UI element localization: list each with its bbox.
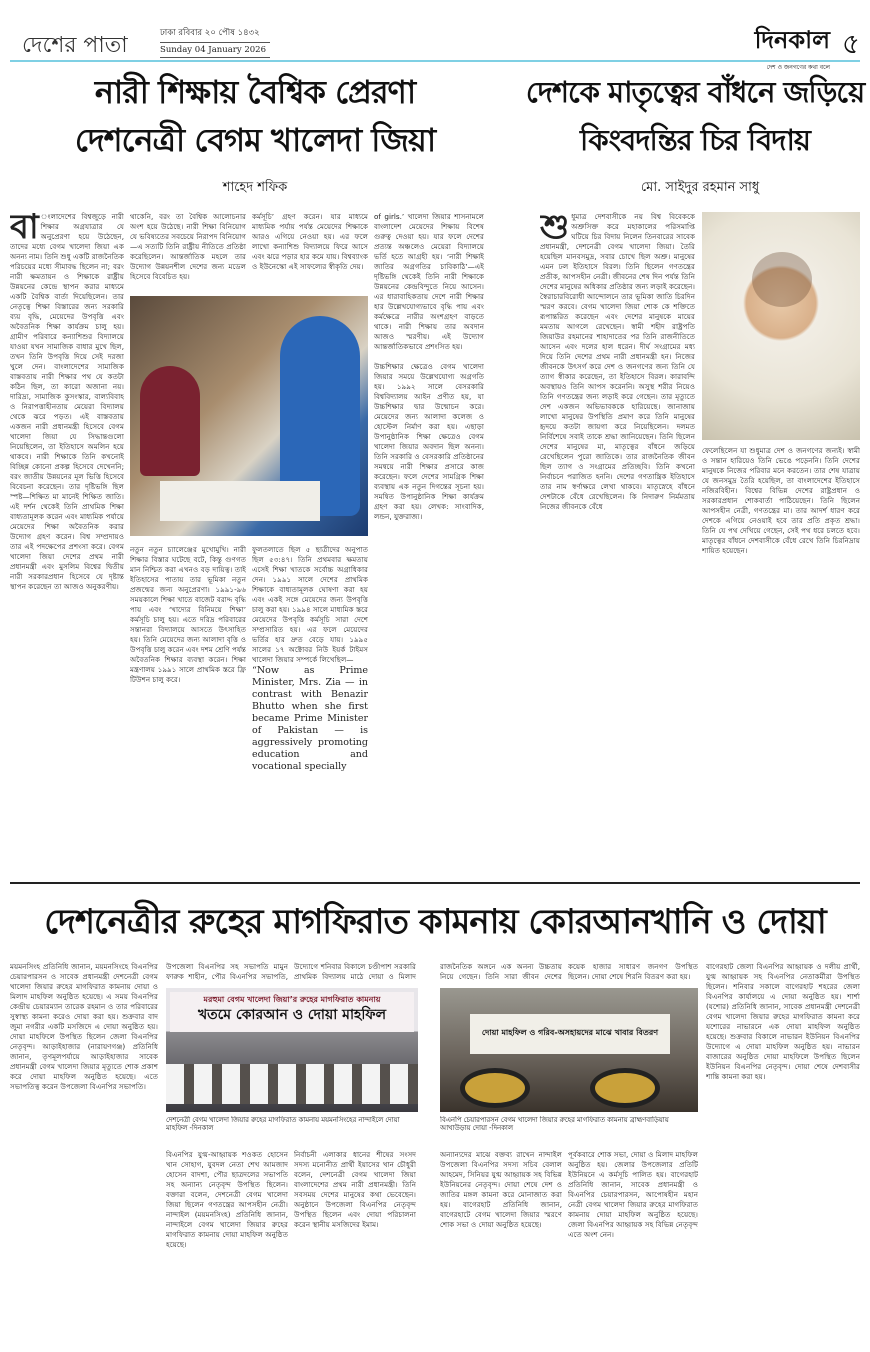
left-col-2: নতুন নতুন চ্যালেঞ্জের মুখোমুখি। নারী শিক্ষার বিস্তার ঘটেছে বটে, কিন্তু গুণগত মান নিশ্চিত করা এখনও বড় দায়িত্ব। তাই ইতিহাসের পাতায় তার ভূমিকা নতুন প্রজন্মের জন্য অনুপ্রেরণা। ১৯৯১-৯৬ সময়কালে শিক্ষা খাতে বাজেট বরাদ্দ বৃদ্ধি পায় এবং ‘খাদ্যের বিনিময়ে শিক্ষা’ কর্মসূচি চালু হয়। এতে দরিদ্র পরিবারের সন্তানরা বিদ্যালয়ে আসতে উৎসাহিত হয়। তিনি মেয়েদের জন্য আলাদা বৃত্তি ও উপবৃত্তি চালু করেন এবং দশম শ্রেণি পর্যন্ত অবৈতনিক শিক্ষার ব্যবস্থা করেন। শিক্ষা মন্ত্রণালয় ১৯৯১ সালে প্রাথমিক স্তরে ফ্রি টিউশন চালু করে। — [130, 545, 246, 684]
right-col-1 — [540, 212, 695, 862]
bottom-col-5: পূর্বকবারে শোক সভা, দোয়া ও মিলাদ মাহফিল অনুষ্ঠিত হয়। জেলার উপজেলার প্রতিটি ইউনিয়নে এ কর্মসূচি পালিত হয়। বাগেরহাট প্রতিনিধি জানান, সাবেক প্রধানমন্ত্রী ও বিএনপির চেয়ারপারসন, আপোষহীন মহান নেত্রী বেগম খালেদা জিয়ার রুহের মাগফিরাত কামনায় দোয়া মাহফিল অনুষ্ঠিত হয়েছে। জেলা বিএনপির আহ্বায়ক সহ বিভিন্ন নেতৃবৃন্দ এতে অংশ নেন। — [568, 1150, 698, 1239]
photo-hair — [752, 252, 812, 307]
newspaper-logo — [700, 22, 830, 73]
right-byline: মো. সাইদুর রহমান সাধু — [640, 180, 760, 195]
col-text: ফুলতলাতে ছিল ৫ ছাত্রীদের অনুপাত ছিল ৫৩:৪৭। তিনি প্রথমবার ক্ষমতায় এসেই শিক্ষা খাতকে সর্বোচ্চ অগ্রাধিকার দেন। ১৯৯১ সালে দেশের প্রাথমিক শিক্ষাকে বাধ্যতামূলক ঘোষণা করা হয় এবং একই সঙ্গে মেয়েদের জন্য উপবৃত্তি চালু করা হয়। ১৯৯৪ সালে মাধ্যমিক স্তরে মেয়েদের উপবৃত্তি কর্মসূচি সারা দেশে সম্প্রসারিত হয়। এর ফলে মেয়েদের ভর্তির হার দ্রুত বেড়ে যায়। ১৯৯৫ সালের ১৭ অক্টোবর নিউ ইয়র্ক টাইমস খালেদা জিয়ার সম্পর্কে লিখেছিল— — [252, 545, 368, 664]
photo-banner: দোয়া মাহফিল ও গরিব-অসহায়দের মাঝে খাবার বিতরণ — [470, 1014, 670, 1054]
dateline — [160, 24, 270, 58]
section-divider — [10, 882, 860, 884]
col-text: of girls.’ খালেদা জিয়ার শাসনামলে বাংলাদেশ মেয়েদের শিক্ষায় বিশেষ গুরুত্ব দেওয়া হয়। যার ফলে দেশের প্রত্যন্ত অঞ্চলেও মেয়েরা বিদ্যালয়ে ভর্তি হতে আগ্রহী হয়। ‘নারী শিক্ষাই জাতির অগ্রগতির চাবিকাঠি’—এই দৃষ্টিভঙ্গি থেকেই তিনি নারী শিক্ষাকে উন্নয়নের কেন্দ্রবিন্দুতে নিয়ে আসেন। এর ধারাবাহিকতায় দেশে নারী শিক্ষার হার উল্লেখযোগ্যভাবে বৃদ্ধি পায় এবং কর্মক্ষেত্রে নারীর অংশগ্রহণ বাড়তে থাকে। নারী শিক্ষায় তার অবদান আজও স্মরণীয়। এই উদ্যোগ আন্তর্জাতিকভাবে প্রশংসিত হয়। — [374, 212, 484, 351]
col-text: ধুমাত্র দেশবাসীকে নয় বিশ্ব বিবেককে অশ্রুসিক্ত করে মহাকালের পরিসমাপ্তি ঘটিয়ে চির বিদায় নিলেন তিনবারের সাবেক প্রধানমন্ত্রী, দেশনেত্রী বেগম খালেদা জিয়া। তৈরি হয়েছিল মানবসমুদ্র, সবার চোখে ছিল অশ্রু। মানুষের এমন ঢল ইতিহাসে বিরল। তিনি ছিলেন গণতন্ত্রের প্রতীক, আপসহীন নেত্রী। জীবনের শেষ দিন পর্যন্ত তিনি দেশের মানুষের অধিকার প্রতিষ্ঠার জন্য লড়াই করেছেন। স্বৈরাচারবিরোধী আন্দোলনে তার ভূমিকা জাতি চিরদিন স্মরণ করবে। বেগম খালেদা জিয়া শোক কে শক্তিতে রূপান্তরিত করেছেন এবং দেশের মানুষকে মায়ের মমতায় আগলে রেখেছেন। স্বামী শহীদ রাষ্ট্রপতি জিয়াউর রহমানের শাহাদাতের পর তিনি রাজনীতিতে আসেন এবং দলের হাল ধরেন। দীর্ঘ সংগ্রামের মধ্য দিয়ে তিনি দেশের প্রথম নারী প্রধানমন্ত্রী হন। — [540, 212, 695, 361]
bottom-col-5-top: কয়েক হাজার সাধারণ জনগণ উপস্থিত ছিলেন। দোয়া শেষে শিরনি বিতরণ করা হয়। — [568, 962, 698, 981]
section-title: দেশের পাতা — [22, 33, 128, 58]
left-col-4 — [374, 212, 484, 862]
bottom-col-2: বিএনপির যুগ্ম-আহ্বায়ক শওকত হোসেন খান সোহাগ, যুবদল নেতা শেখ আমজাদ হোসেন বাদশা, পৌর ছাত্রদলের সভাপতি সহ অন্যান্য নেতৃবৃন্দ উপস্থিত ছিলেন। বক্তারা বলেন, দেশনেত্রী বেগম খালেদা জিয়া ছিলেন গণতন্ত্রের আপসহীন নেত্রী। নান্দাইল (ময়মনসিংহ) প্রতিনিধি জানান, নান্দাইলে বেগম খালেদা জিয়ার রুহের মাগফিরাত কামনায় দোয়া মাহফিল অনুষ্ঠিত হয়েছে। — [166, 1150, 288, 1249]
bottom-col-3: নির্বাচনী এলাকার ধানের শীষের সংসদ সদস্য মনোনীত প্রার্থী ইয়াসের খান চৌধুরী বলেন, দেশনেত্রী বেগম খালেদা জিয়া বাংলাদেশের প্রথম নারী প্রধানমন্ত্রী। তিনি সবসময় দেশের মানুষের কথা ভেবেছেন। অনুষ্ঠানে উপজেলা বিএনপির নেতৃবৃন্দ উপস্থিত ছিলেন এবং দোয়া পরিচালনা করেন স্থানীয় মসজিদের ইমাম। — [294, 1150, 416, 1229]
bottom-col-3-top: উদ্যোগে শনিবার বিকালে চণ্ডীপাশ সরকারি প্রাথমিক বিদ্যালয় মাঠে দোয়া ও মিলাদ — [294, 962, 416, 981]
left-article-photo — [130, 296, 368, 536]
page-number: ৫ — [841, 27, 861, 60]
drop-cap: শু — [540, 212, 570, 247]
bottom-col-4: অন্যান্যদের মাঝে বক্তব্য রাখেন নান্দাইল উপজেলা বিএনপির সদস্য সচিব বেলাল আহমেদ, সিনিয়র যুগ্ম আহ্বায়ক সহ বিভিন্ন ইউনিয়নের নেতৃবৃন্দ। দোয়া শেষে দেশ ও জাতির মঙ্গল কামনা করে মোনাজাত করা হয়। বাগেরহাট প্রতিনিধি জানান, বাগেরহাটে বেগম খালেদা জিয়ার স্মরণে শোক সভা ও দোয়া অনুষ্ঠিত হয়েছে। — [440, 1150, 562, 1229]
right-col-2: ফেলেছিলেন যা শুধুমাত্র দেশ ও জনগণের জন্যই। স্বামী ও সন্তান হারিয়েও তিনি ভেঙে পড়েননি। তিনি দেশের মানুষকে নিজের পরিবার মনে করতেন। তার শেষ যাত্রায় যে জনসমুদ্র তৈরি হয়েছিল, তা বাংলাদেশের ইতিহাসে নজিরবিহীন। বিশ্বের বিভিন্ন দেশের রাষ্ট্রপ্রধান ও সরকারপ্রধান শোকবার্তা পাঠিয়েছেন। তিনি ছিলেন আপসহীন নেত্রী, গণতন্ত্রের মা। তার আদর্শ ধারণ করে দেশকে এগিয়ে নেওয়াই হবে তার প্রতি প্রকৃত শ্রদ্ধা। তিনি যে পথ দেখিয়ে গেছেন, সেই পথ ধরে চলতে হবে। মাতৃত্বের বাঁধনে দেশবাসীকে বেঁধে রেখে তিনি চিরনিদ্রায় শায়িত হয়েছেন। — [702, 446, 860, 555]
drop-cap: বা — [10, 212, 39, 247]
photo-caption: বিএনপি চেয়ারপারসন বেগম খালেদা জিয়ার রুহের মাগফিরাত কামনায় ব্রাহ্মণবাড়িয়ায় আখাউড়ায় দোয়া -দিনকাল — [440, 1116, 669, 1132]
right-headline — [525, 68, 865, 164]
right-headline-line2: কিংবদন্তির চির বিদায় — [580, 123, 810, 157]
photo-doa-mahfil — [166, 988, 418, 1112]
date-bangla: ঢাকা রবিবার ২০ পৌষ ১৪৩২ — [160, 24, 270, 43]
photo-caption: দেশনেত্রী বেগম খালেদা জিয়ার রুহের মাগফিরাত কামনায় ময়মনসিংহের নান্দাইলে দোয়া মাহফিল -দিনকাল — [166, 1116, 400, 1132]
banner-line: মরহুমা বেগম খালেদা জিয়া’র রুহের মাগফিরাত কামনায় — [203, 995, 381, 1004]
english-quote: “Now as Prime Minister, Mrs. Zia — in contrast with Benazir Bhutto when she first became Prime Minister of Pakistan — is aggressively promoting education and vocational specially — [252, 665, 368, 772]
bottom-col-4-top: রাজনৈতিক অঙ্গনে এক অনন্য উচ্চতায় নিয়ে গেছেন। তিনি সারা জীবন দেশের — [440, 962, 562, 981]
photo-crowd — [166, 1064, 418, 1104]
left-col-3-top: কর্মসূচি’ গ্রহণ করেন। যার মাধ্যমে মাধ্যমিক পর্যায় পর্যন্ত মেয়েদের শিক্ষাকে আরও এগিয়ে নেওয়া হয়। এর ফলে লাখো কন্যাশিশু বিদ্যালয়ে ফিরে আসে এবং ঝরে পড়ার হার কমে যায়। বিশ্বব্যাংক ও ইউনেস্কো এই সাফল্যের স্বীকৃতি দেয়। — [252, 212, 368, 271]
logo-tagline: দেশ ও জনগণের কথা বলে — [766, 64, 830, 71]
author-note: লেখক: সাংবাদিক, লন্ডন, যুক্তরাজ্য। — [374, 502, 484, 521]
left-headline-line1: নারী শিক্ষায় বৈশ্বিক প্রেরণা — [94, 73, 416, 111]
col-text: ংলাদেশের বিশ্বজুড়ে নারী শিক্ষার অগ্রযাত্রার যে অনুপ্রেরণা হয়ে উঠেছেন, তাদের মধ্যে বেগম খালেদা জিয়া এক অনন্য নাম। তিনি শুধু একটি রাজনৈতিক পরিচয়ের মধ্যে সীমাবদ্ধ ছিলেন না; বরং নারী ক্ষমতায়ন ও শিক্ষাকে রাষ্ট্রীয় উন্নয়নের কেন্দ্রে স্থাপন করার মাধ্যমে একটি বৈশ্বিক বার্তা দিয়েছিলেন। তার নেতৃত্বে শিক্ষা বিস্তারের জন্য সরকারি ব্যয় বৃদ্ধি, মেয়েদের উপবৃত্তি এবং অবৈতনিক শিক্ষা কার্যক্রম চালু হয়। গ্রামীণ পরিবারে কন্যাশিশুর বিদ্যালয়ে যাওয়া যখন সামাজিক বাধার মুখে ছিল, তখন তিনি উপবৃত্তি দিয়ে সেই দরজা খুলে দেন। বাংলাদেশের সামাজিক বাস্তবতায় নারী শিক্ষার পথ যে কতটা কঠিন ছিল, তা কারো অজানা নয়। দারিদ্র্য, সামাজিক কুসংস্কার, বাল্যবিবাহ ও নিরাপত্তাহীনতায় মেয়েরা বিদ্যালয় থেকে ঝরে পড়ত। এই বাস্তবতায় একজন নারী প্রধানমন্ত্রী হিসেবে বেগম খালেদা জিয়া যে সিদ্ধান্তগুলো নিয়েছিলেন, তা ইতিহাসে অমলিন হয়ে থাকবে। নারী শিক্ষাকে তিনি কখনোই বিচ্ছিন্ন কোনো প্রকল্প হিসেবে দেখেননি; বরং জাতীয় উন্নয়নের মূল ভিত্তি হিসেবে বিবেচনা করেছেন। তার দৃষ্টিভঙ্গি ছিল স্পষ্ট—শিক্ষিত মা মানেই শিক্ষিত জাতি। এই দর্শন থেকেই তিনি প্রাথমিক শিক্ষা বাধ্যতামূলক করেন এবং মাধ্যমিক পর্যায়ে মেয়েদের শিক্ষা অবৈতনিক করার উদ্যোগ গ্রহণ করেন। বিশ্ব সম্প্রদায়ও তার এই পদক্ষেপের প্রশংসা করে। বেগম খালেদা জিয়া দেশের প্রথম নারী প্রধানমন্ত্রী এবং মুসলিম বিশ্বের দ্বিতীয় নারী সরকারপ্রধান হিসেবে যে দৃষ্টান্ত স্থাপন করেছেন তা আজও অনুকরণীয়। — [10, 212, 124, 591]
cooking-pot — [590, 1068, 660, 1108]
photo-child — [140, 366, 200, 476]
left-headline — [20, 68, 490, 164]
left-col-1 — [10, 212, 124, 862]
bottom-col-2-top: উপজেলা বিএনপির সহ সভাপতি মামুন ফারুক শাহীন, পৌর বিএনপির সভাপতি, — [166, 962, 288, 981]
photo-book — [160, 481, 320, 521]
right-headline-line1: দেশকে মাতৃত্বের বাঁধনে জড়িয়ে — [525, 75, 865, 109]
left-col-2-top: থাকেনি, বরং তা বৈশ্বিক আলোচনার অংশ হয়ে উঠেছে। নারী শিক্ষা বিনিয়োগ যে ভবিষ্যতের সবচেয়ে নিরাপদ বিনিয়োগ—এ সত্যটি তিনি রাষ্ট্রীয় নীতিতে প্রতিষ্ঠা করেছিলেন। আন্তর্জাতিক মহলে তার উদ্যোগ উন্নয়নশীল দেশের জন্য মডেল হিসেবে বিবেচিত হয়। — [130, 212, 246, 281]
logo-text: দিনকাল — [754, 26, 830, 54]
header-rule — [10, 60, 860, 62]
left-byline: শাহেদ শফিক — [222, 180, 288, 195]
left-headline-line2: দেশনেত্রী বেগম খালেদা জিয়া — [74, 121, 436, 159]
date-english: Sunday 04 January 2026 — [160, 43, 270, 58]
bottom-col-1: ময়মনসিংহ প্রতিনিধি জানান, ময়মনসিংহে বিএনপির চেয়ারপারসন ও সাবেক প্রধানমন্ত্রী দেশনেত্রী বেগম খালেদা জিয়ার রুহের মাগফিরাত কামনায় দোয়া ও মিলাদ মাহফিল অনুষ্ঠিত হয়েছে। এ সময় বিএনপির কেন্দ্রীয় চেয়ারম্যান তারেক রহমান ও তার পরিবারের সুস্বাস্থ্য কামনা করেও দোয়া করা হয়। শুক্রবার বাদ জুমা নগরীর একটি মসজিদে এ দোয়া অনুষ্ঠিত হয়। দোয়া মাহফিলে উপস্থিত ছিলেন জেলা বিএনপির নেতৃবৃন্দ। আড়াইহাজার (নারায়ণগঞ্জ) প্রতিনিধি জানান, তৃণমূলপর্যায়ে আড়াইহাজার সাবেক প্রধানমন্ত্রী বেগম খালেদা জিয়ার মৃত্যুতে শোক প্রকাশ করে দোয়া মাহফিল অনুষ্ঠিত হয়েছে। এতে সভাপতিত্ব করেন উপজেলা বিএনপির সভাপতি। — [10, 962, 158, 1091]
bottom-col-6: বাগেরহাট জেলা বিএনপির আহ্বায়ক ও দলীয় প্রার্থী, যুগ্ম আহ্বায়ক সহ বিএনপির নেতাকর্মীরা উপস্থিত ছিলেন। শনিবার সকালে বাগেরহাট শহরের জেলা বিএনপির কার্যালয়ে এ দোয়া অনুষ্ঠিত হয়। শার্শা (যশোর) প্রতিনিধি জানান, সাবেক প্রধানমন্ত্রী দেশনেত্রী বেগম খালেদা জিয়ার রুহের মাগফিরাত কামনা করে যশোরের নাভারনে এক দোয়া মাহফিল অনুষ্ঠিত হয়েছে। শুক্রবার বিকালে নাভারন ইউনিয়ন বিএনপির উদ্যোগে এ দোয়া মাহফিল অনুষ্ঠিত হয়। নাভারন বাজারের অনুষ্ঠিত দোয়া মাহফিলে উপস্থিত ছিলেন ইউনিয়ন বিএনপির নেতৃবৃন্দ। দোয়া শেষে দেশবাসীর শান্তি কামনা করা হয়। — [706, 962, 860, 1081]
cooking-pot — [460, 1068, 530, 1108]
banner-title: খতমে কোরআন ও দোয়া মাহফিল — [197, 1007, 387, 1023]
col-text: নিজের জীবনকে উৎসর্গ করে দেশ ও জনগণের জন্য তিনি যে ত্যাগ স্বীকার করেছেন, তা ইতিহাসে বিরল। কারাবন্দি অবস্থায়ও তিনি আপস করেননি। অসুস্থ শরীর নিয়েও তিনি গণতন্ত্রের জন্য লড়াই করে গেছেন। তার মৃত্যুতে দেশ একজন অভিভাবককে হারিয়েছে। জানাজায় লাখো মানুষের উপস্থিতি প্রমাণ করে তিনি মানুষের হৃদয়ে কতটা জায়গা করে নিয়েছিলেন। দলমত নির্বিশেষে সবাই তাকে শ্রদ্ধা জানিয়েছেন। তিনি ছিলেন দেশের মানুষের মা, মাতৃত্বের বাঁধনে জড়িয়ে রেখেছিলেন পুরো জাতিকে। তার রাজনৈতিক জীবন ছিল ত্যাগ ও সংগ্রামের প্রতিচ্ছবি। তিনি কখনো নির্বাচনে পরাজিত হননি। দেশের গণতান্ত্রিক ইতিহাসে তার নাম স্বর্ণাক্ষরে লেখা থাকবে। মাতৃস্নেহে বাঁধনে দেশটাকে বেঁধে রেখেছিলেন। কি নিদারুণ নির্মমতায় নিজের জীবনকে বেঁধে — [540, 352, 695, 511]
left-col-3 — [252, 545, 368, 865]
photo-banner — [170, 992, 414, 1032]
portrait-photo — [702, 212, 860, 440]
photo-food-distribution — [440, 988, 698, 1112]
bottom-headline: দেশনেত্রীর রুহের মাগফিরাত কামনায় কোরআনখানি ও দোয়া — [44, 902, 826, 942]
col-text: উচ্চশিক্ষার ক্ষেত্রেও বেগম খালেদা জিয়ার সময়ে উল্লেখযোগ্য অগ্রগতি হয়। ১৯৯২ সালে বেসরকারি বিশ্ববিদ্যালয় আইন প্রণীত হয়, যা উচ্চশিক্ষার দ্বার উন্মোচন করে। মেয়েদের জন্য আলাদা কলেজ ও হোস্টেল নির্মাণ করা হয়। এছাড়া উপানুষ্ঠানিক শিক্ষা ক্ষেত্রেও বেগম খালেদা জিয়ার অবদান ছিল অনন্য। তিনি সরকারি ও বেসরকারি প্রতিষ্ঠানের সমন্বয়ে নারী শিক্ষার প্রসারে কাজ করেছেন। ফলে দেশের সামগ্রিক শিক্ষা ব্যবস্থায় এক নতুন দিগন্তের সূচনা হয়। সমন্বিত উপানুষ্ঠানিক শিক্ষা কার্যক্রম গ্রহণ করা হয়। — [374, 362, 484, 511]
